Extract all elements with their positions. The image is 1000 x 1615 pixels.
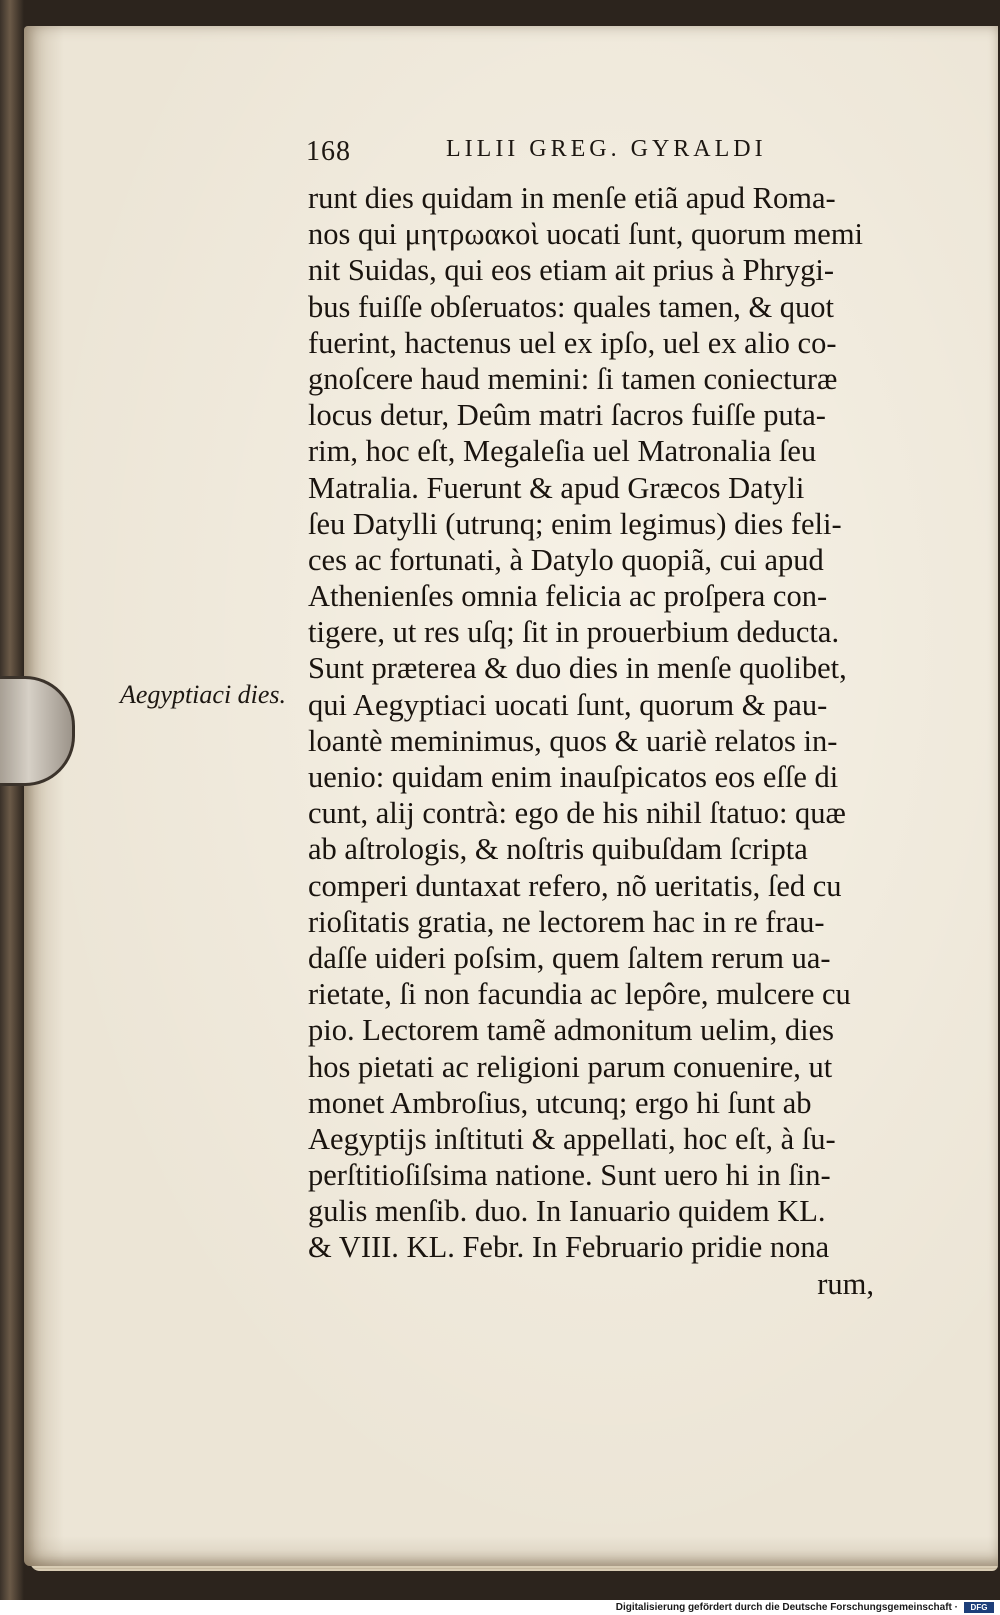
text-line: uenio: quidam enim inauſpicatos eos eſſe di — [308, 760, 839, 794]
text-line: ſeu Datylli (utrunq; enim legimus) dies feli- — [308, 506, 842, 541]
text-line: pio. Lectorem tamẽ admonitum uelim, dies — [308, 1013, 834, 1048]
body-text — [308, 180, 898, 1302]
text-line: ces ac fortunati, à Datylo quopiã, cui apud — [308, 542, 824, 577]
text-line: gnoſcere haud memini: ſi tamen coniecturæ — [308, 361, 838, 396]
text-line: loantè meminimus, quos & uariè relatos in- — [308, 723, 838, 758]
text-line: hos pietati ac religioni parum conuenire, ut — [308, 1049, 833, 1084]
text-line: runt dies quidam in menſe etiã apud Roma- — [308, 181, 836, 215]
dfg-logo: DFG — [964, 1602, 994, 1613]
text-line: Matralia. Fuerunt & apud Græcos Datyli — [308, 470, 805, 505]
running-title: LILII GREG. GYRALDI — [446, 136, 767, 162]
text-line: comperi duntaxat refero, nõ ueritatis, ſed cu — [308, 868, 842, 903]
running-head — [306, 136, 866, 176]
text-line: rietate, ſi non facundia ac lepôre, mulcere cu — [308, 977, 851, 1012]
digitization-credit: Digitalisierung gefördert durch die Deutsche Forschungsgemeinschaft · — [615, 1602, 958, 1613]
text-line: tigere, ut res uſq; ſit in prouerbium deducta. — [308, 615, 840, 650]
text-line: fuerint, hactenus uel ex ipſo, uel ex alio co- — [308, 325, 837, 360]
text-line: qui Aegyptiaci uocati ſunt, quorum & pau- — [308, 687, 828, 722]
text-line: nit Suidas, qui eos etiam ait prius à Phrygi- — [308, 253, 835, 288]
catchword: rum, — [817, 1266, 874, 1301]
text-line: locus detur, Deûm matri ſacros fuiſſe puta- — [308, 398, 826, 433]
text-line: nos qui μητρωακοὶ uocati ſunt, quorum memi — [308, 217, 864, 252]
text-line: cunt, alij contrà: ego de his nihil ſtatuo: quæ — [308, 796, 846, 831]
text-line: & VIII. KL. Febr. In Februario pridie nona — [308, 1230, 830, 1265]
text-line: Athenienſes omnia felicia ac proſpera con- — [308, 579, 828, 614]
text-line: Aegyptijs inſtituti & appellati, hoc eſt, à ſu- — [308, 1121, 836, 1156]
text-line: rim, hoc eſt, Megaleſia uel Matronalia ſeu — [308, 434, 817, 469]
text-line: ab aſtrologis, & noſtris quibuſdam ſcripta — [308, 832, 808, 867]
text-line: gulis menſib. duo. In Ianuario quidem KL. — [308, 1194, 826, 1229]
text-line: Sunt præterea & duo dies in menſe quolibet, — [308, 651, 847, 686]
text-line: monet Ambroſius, utcunq; ergo hi ſunt ab — [308, 1085, 812, 1120]
marginal-note: Aegyptiaci dies. — [120, 680, 287, 709]
text-line: perſtitioſiſsima natione. Sunt uero hi in ſin- — [308, 1158, 831, 1193]
page-number: 168 — [306, 136, 351, 167]
digitization-credit-bar — [0, 1600, 1000, 1615]
text-line: bus fuiſſe obſeruatos: quales tamen, & quot — [308, 289, 835, 324]
text-line: rioſitatis gratia, ne lectorem hac in re frau- — [308, 904, 825, 939]
text-line: daſſe uideri poſsim, quem ſaltem rerum ua- — [308, 940, 831, 975]
